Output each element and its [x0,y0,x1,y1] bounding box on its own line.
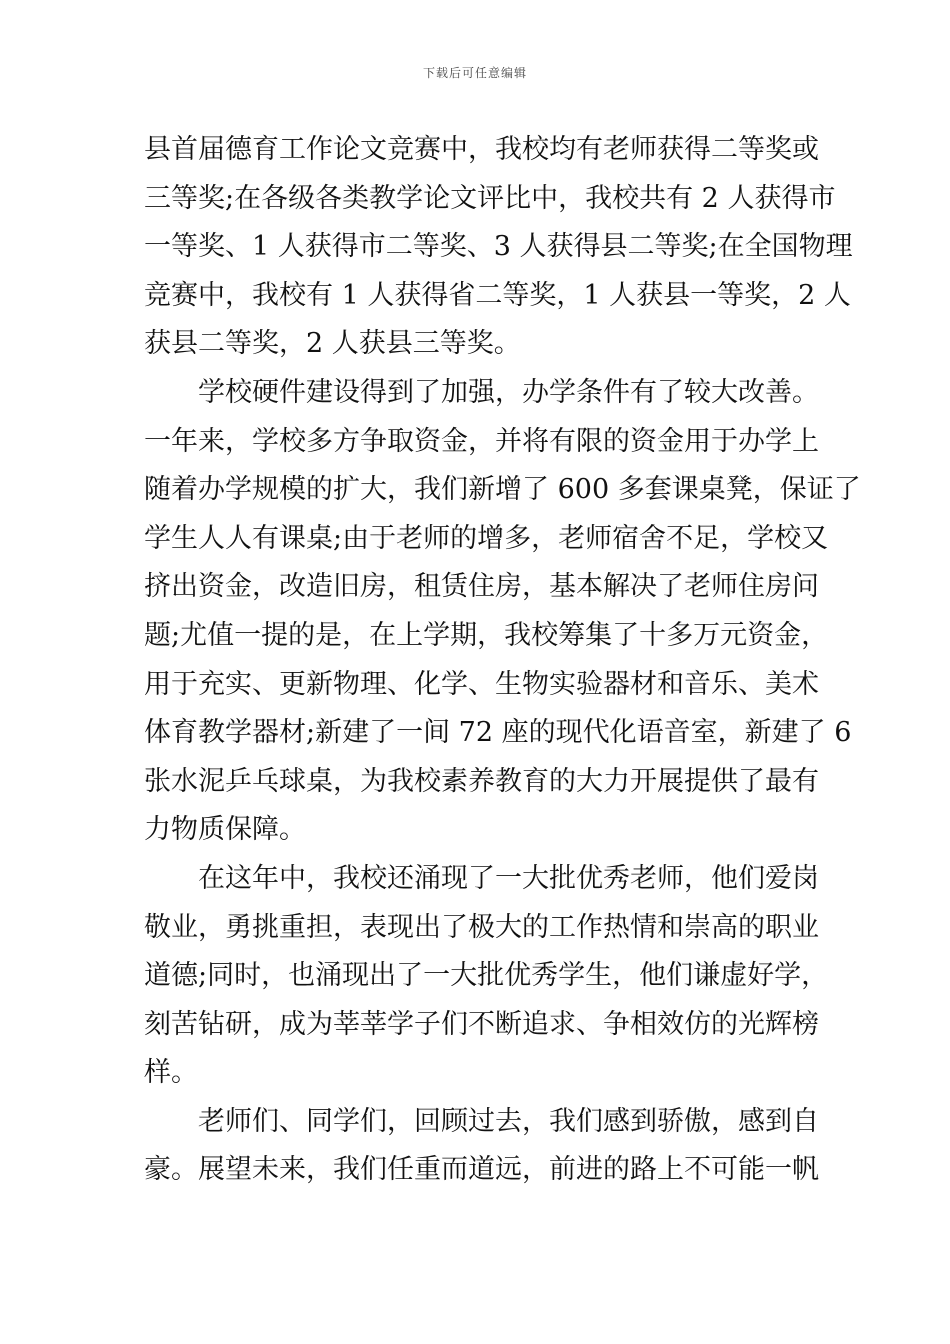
text-line: 学校硬件建设得到了加强，办学条件有了较大改善。 [144,376,819,408]
text-line: 学生人人有课桌;由于老师的增多，老师宿舍不足，学校又 [144,522,829,554]
text-line: 一等奖、1 人获得市二等奖、3 人获得县二等奖;在全国物理 [144,231,853,263]
text-line: 敬业，勇挑重担，表现出了极大的工作热情和崇高的职业 [144,911,819,943]
text-line: 随着办学规模的扩大，我们新增了 600 多套课桌凳，保证了 [144,474,861,506]
text-line: 力物质保障。 [144,814,306,846]
text-line: 老师们、同学们，回顾过去，我们感到骄傲，感到自 [144,1105,819,1137]
text-line: 刻苦钻研，成为莘莘学子们不断追求、争相效仿的光辉榜 [144,1008,819,1040]
text-line: 一年来，学校多方争取资金，并将有限的资金用于办学上 [144,425,819,457]
text-line: 获县二等奖，2 人获县三等奖。 [144,328,521,360]
text-line: 道德;同时，也涌现出了一大批优秀学生，他们谦虚好学， [144,960,829,992]
text-line: 体育教学器材;新建了一间 72 座的现代化语音室，新建了 6 [144,717,852,749]
text-line: 豪。展望未来，我们任重而道远，前进的路上不可能一帆 [144,1154,819,1186]
text-line: 用于充实、更新物理、化学、生物实验器材和音乐、美术 [144,668,819,700]
text-line: 样。 [144,1057,198,1089]
text-line: 在这年中，我校还涌现了一大批优秀老师，他们爱岗 [144,862,819,894]
page-header: 下载后可任意编辑 [422,66,527,80]
document-body [144,126,861,1195]
text-line: 三等奖;在各级各类教学论文评比中，我校共有 2 人获得市 [144,182,836,214]
text-line: 张水泥乒乓球桌，为我校素养教育的大力开展提供了最有 [144,765,819,797]
text-line: 竞赛中，我校有 1 人获得省二等奖，1 人获县一等奖，2 人 [144,279,851,311]
text-line: 挤出资金，改造旧房，租赁住房，基本解决了老师住房问 [144,571,819,603]
text-line: 县首届德育工作论文竞赛中，我校均有老师获得二等奖或 [144,134,819,165]
text-line: 题;尤值一提的是，在上学期，我校筹集了十多万元资金， [144,619,829,651]
